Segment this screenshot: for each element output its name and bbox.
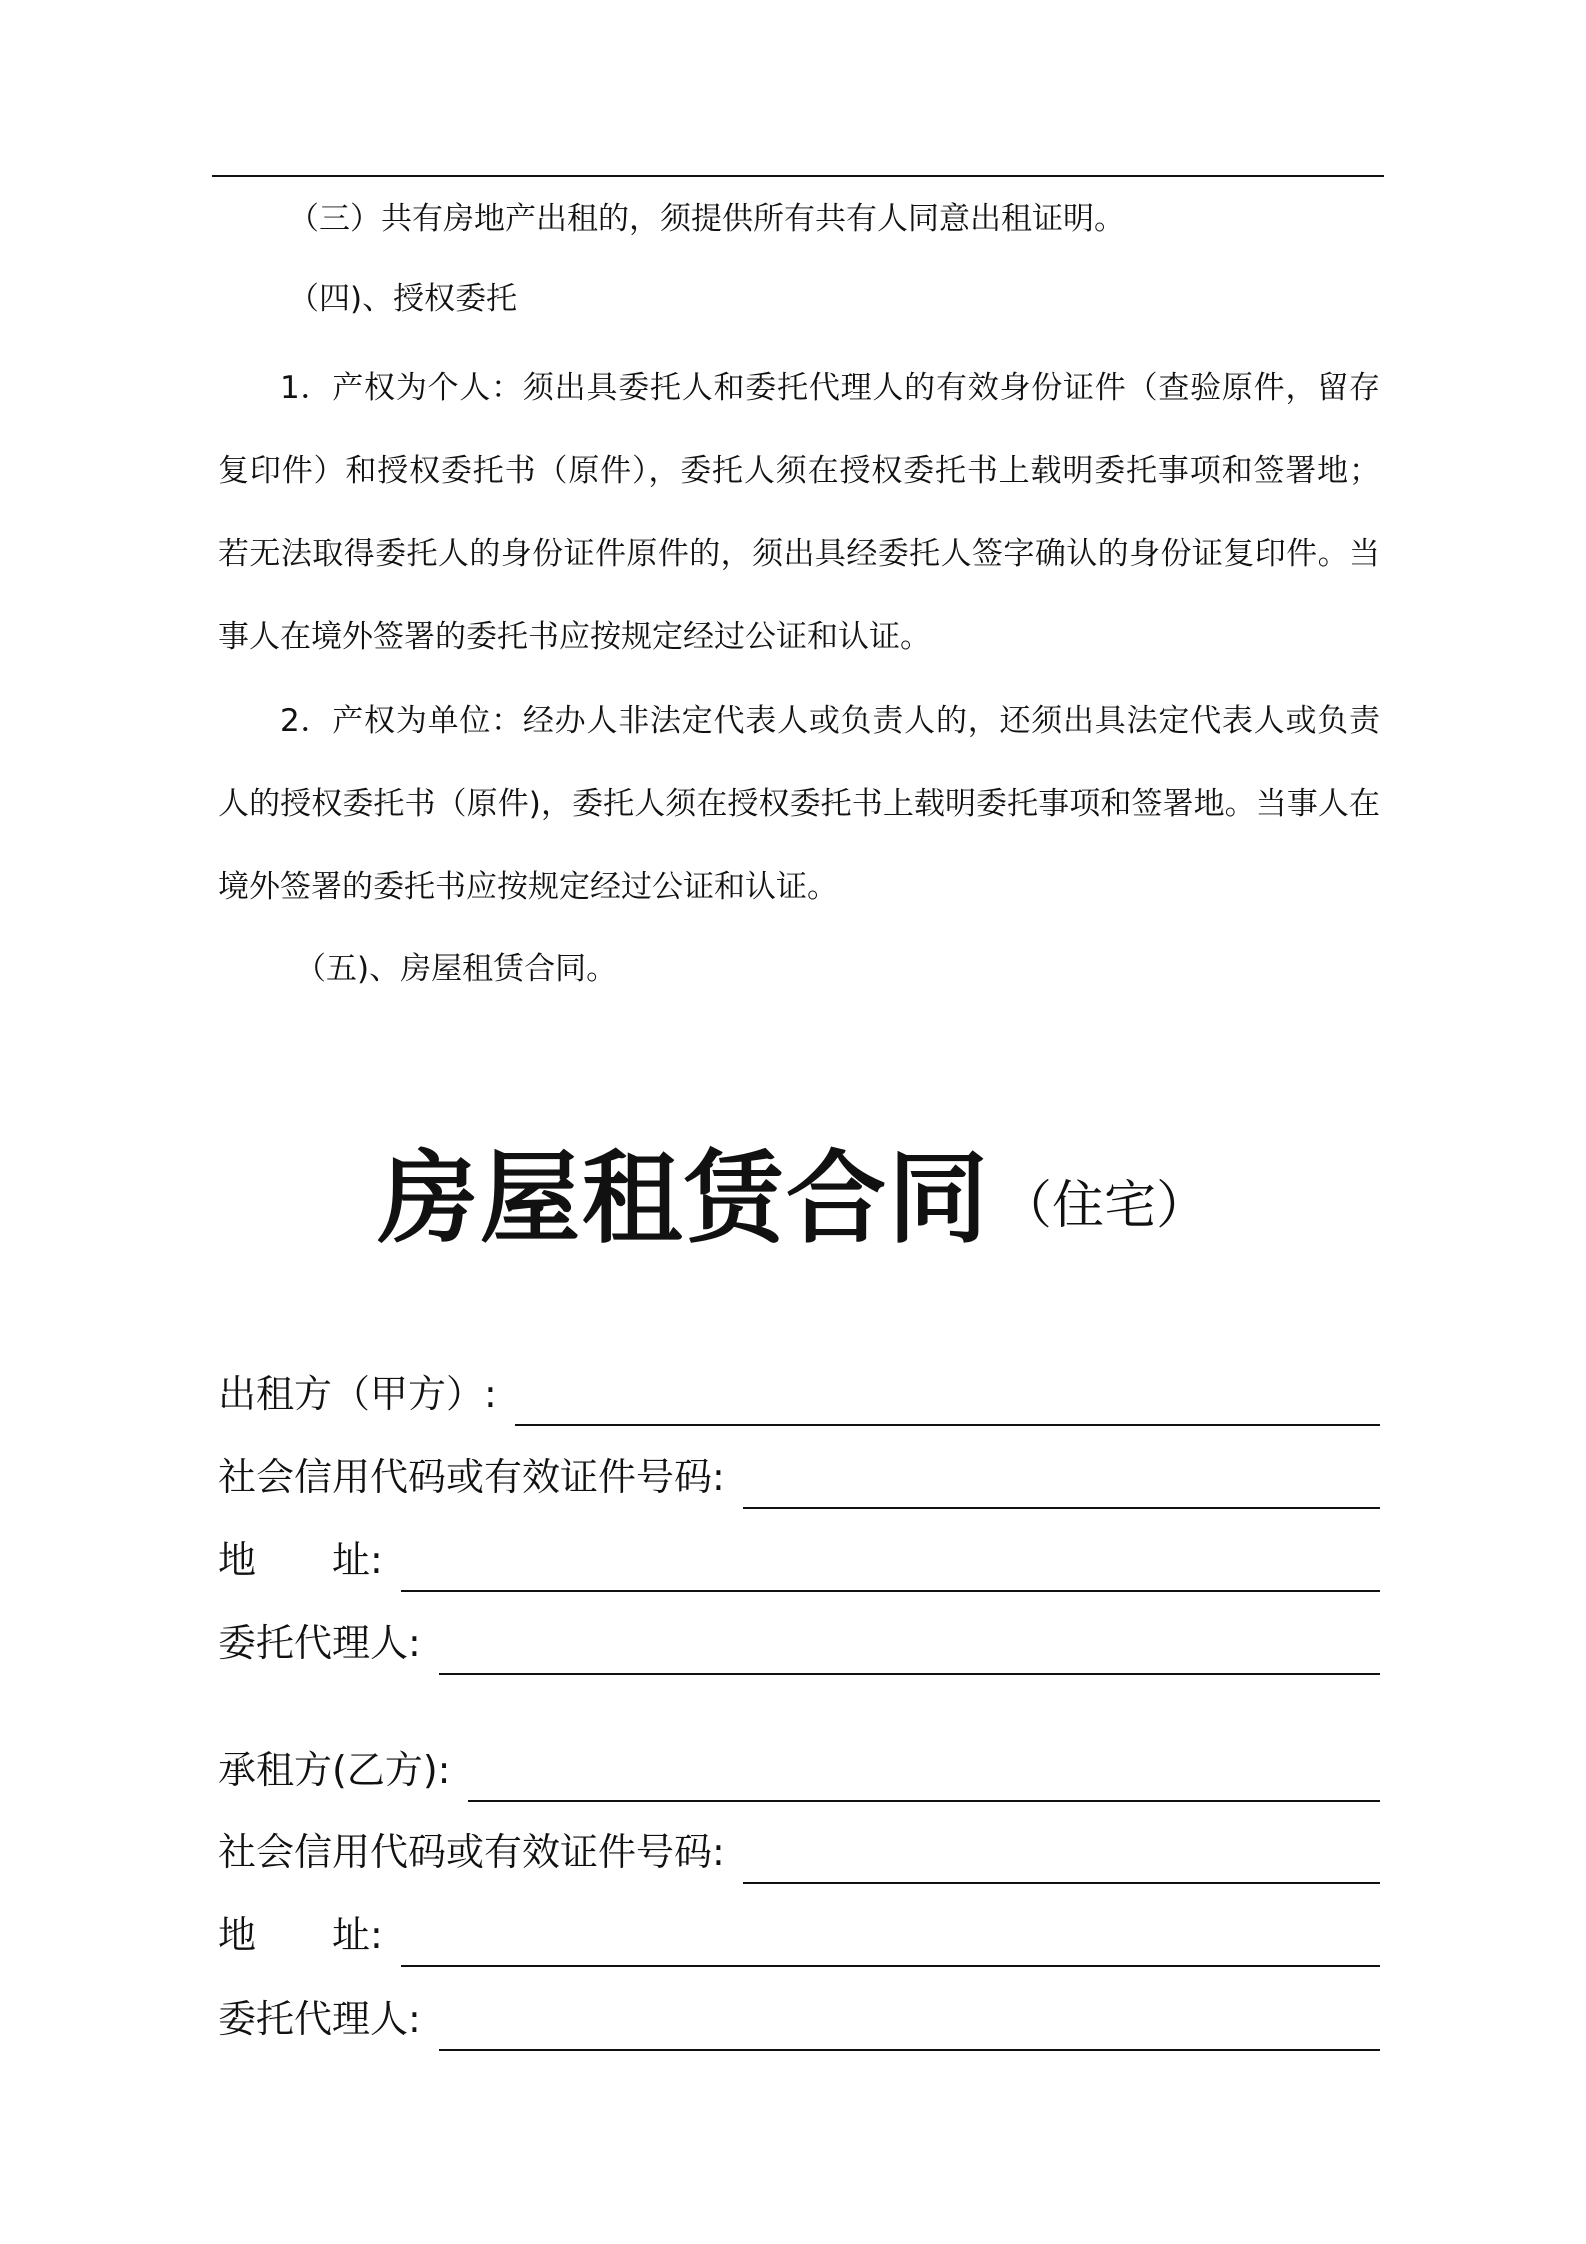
section-heading-lease-contract: （五)、房屋租赁合同。 xyxy=(295,951,618,987)
lessee-name-field[interactable] xyxy=(218,1736,1380,1796)
top-divider xyxy=(212,175,1384,177)
lessor-agent-field[interactable] xyxy=(218,1609,1380,1669)
lessee-agent-field[interactable] xyxy=(218,1985,1380,2045)
lessor-agent-blank[interactable] xyxy=(439,1629,1380,1675)
lessor-address-blank[interactable] xyxy=(401,1546,1380,1592)
paragraph-unit-ownership: 2．产权为单位：经办人非法定代表人或负责人的，还须出具法定代表人或负责人的授权委托书（原件)，委托人须在授权委托书上载明委托事项和签署地。当事人在境外签署的委托书应按规定经过公证和认证。 xyxy=(218,703,1380,905)
lessee-id-label: 社会信用代码或有效证件号码: xyxy=(218,1830,725,1874)
lessee-address-field[interactable] xyxy=(218,1901,1380,1961)
lessor-name-field[interactable] xyxy=(218,1360,1380,1420)
lessor-address-label: 地 址: xyxy=(218,1538,383,1582)
lessor-id-label: 社会信用代码或有效证件号码: xyxy=(218,1455,725,1499)
lessor-agent-label: 委托代理人: xyxy=(218,1621,421,1665)
lessee-address-label: 地 址: xyxy=(218,1913,383,1957)
lessee-address-blank[interactable] xyxy=(401,1921,1380,1967)
lessor-id-field[interactable] xyxy=(218,1443,1380,1503)
lessee-id-field[interactable] xyxy=(218,1818,1380,1878)
lessor-name-blank[interactable] xyxy=(515,1380,1380,1426)
lessee-id-blank[interactable] xyxy=(743,1838,1380,1884)
title-subtitle: （住宅） xyxy=(999,1176,1208,1236)
lessor-id-blank[interactable] xyxy=(743,1463,1380,1509)
lessor-name-label: 出租方（甲方）: xyxy=(218,1372,497,1416)
section-heading-authorization: （四)、授权委托 xyxy=(288,281,518,317)
lessee-agent-label: 委托代理人: xyxy=(218,1997,421,2041)
paragraph-individual-ownership: 1．产权为个人：须出具委托人和委托代理人的有效身份证件（查验原件，留存复印件）和授权委托书（原件），委托人须在授权委托书上载明委托事项和签署地；若无法取得委托人的身份证件原件的，须出具经委托人签字确认的身份证复印件。当事人在境外签署的委托书应按规定经过公证和认证。 xyxy=(218,370,1380,655)
paragraph-joint-ownership: （三）共有房地产出租的，须提供所有共有人同意出租证明。 xyxy=(288,201,1125,237)
lessee-agent-blank[interactable] xyxy=(439,2005,1380,2051)
lessee-name-label: 承租方(乙方): xyxy=(218,1748,451,1792)
lessee-name-blank[interactable] xyxy=(468,1756,1380,1802)
title-main: 房屋租赁合同 xyxy=(377,1140,990,1257)
lessor-address-field[interactable] xyxy=(218,1526,1380,1586)
document-title xyxy=(0,1118,1586,1262)
